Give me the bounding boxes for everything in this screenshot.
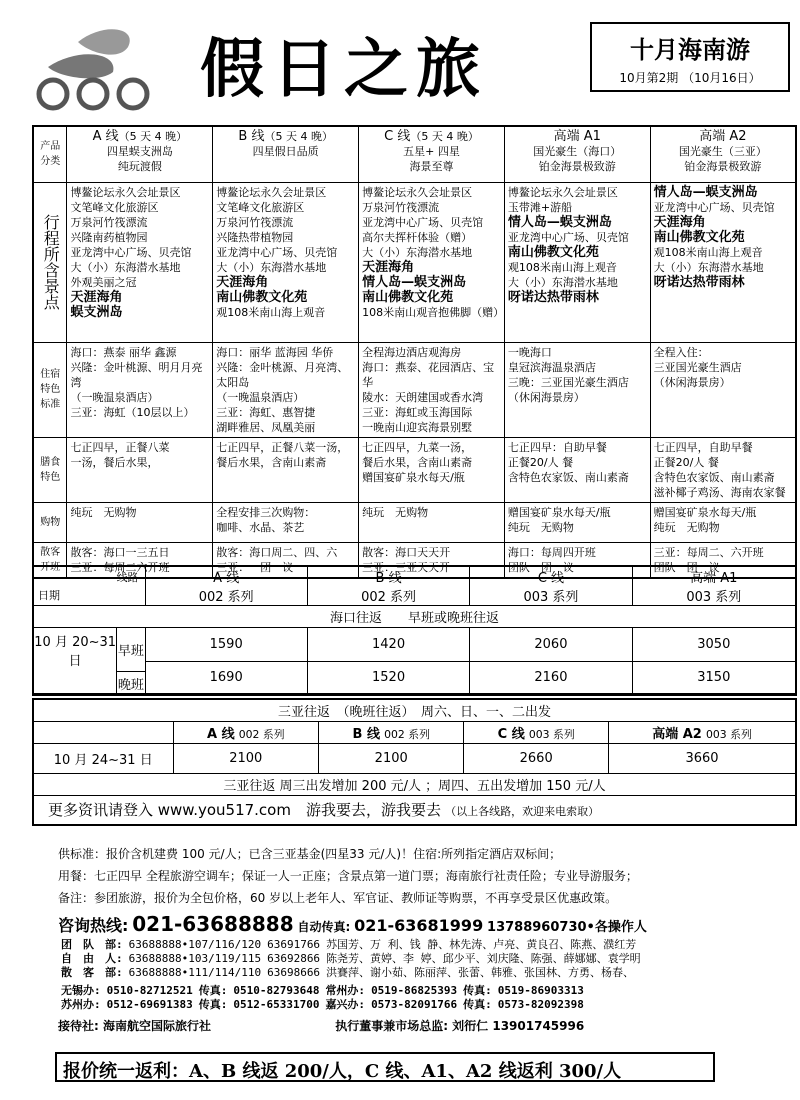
cell-line: 天涯海角: [653, 214, 706, 230]
line-header: [213, 126, 359, 182]
line-name: 高端 A2: [699, 129, 747, 144]
hotline-label: 咨询热线:: [58, 916, 129, 935]
line-days: （5 天 4 晚）: [118, 130, 188, 143]
route-date-header: [33, 566, 145, 606]
cell-line: 情人岛—蜈支洲岛: [362, 274, 467, 290]
cell-line: 博鳌论坛永久会址景区: [70, 185, 181, 199]
line-sub: 国光豪生（三亚）: [678, 145, 767, 158]
branch-cell: 0573-82091766: [371, 998, 458, 1011]
cell-line: 大（小）东海潜水基地: [70, 260, 181, 274]
cell-line: 滋补椰子鸡汤、海南农家餐: [653, 485, 786, 499]
cell-line: 一晚南山迎宾海景别墅: [362, 420, 473, 434]
cell-line: 亚龙湾中心广场、贝壳馆: [507, 230, 629, 244]
cell-line: 万泉河竹筏漂流: [362, 200, 440, 214]
contact-table: [58, 938, 644, 980]
cell-line: （一晚温泉酒店）: [70, 390, 159, 404]
product-cell: [213, 342, 359, 437]
cell-line: 七正四早，正餐八菜: [70, 440, 170, 454]
cell-line: 赠国宴矿泉水每天/瓶: [507, 505, 611, 519]
issue-date: 10月第2期 （10月16日）: [619, 71, 761, 85]
cell-line: 高尔夫挥杆体验（赠）: [362, 230, 473, 244]
cell-line: 三亚：每周二、六开班: [653, 545, 764, 559]
cell-line: 南山佛教文化苑: [507, 244, 599, 260]
line-sub: 国光豪生（海口）: [533, 145, 622, 158]
sanya-note: 三亚往返 周三出发增加 200 元/人 ；周四、五出发增加 150 元/人: [33, 773, 796, 795]
line-days: （5 天 4 晚）: [264, 130, 333, 143]
contact-cell: 陈尧芳、黄婷、李 婷、邱少平、刘庆隆、陈强、薛娜娜、袁学明: [326, 952, 641, 965]
cell-line: 皇冠滨海温泉酒店: [507, 360, 596, 374]
head-line: A 线: [207, 726, 235, 742]
mobile: 13788960730•各操作人: [487, 920, 647, 935]
cell-line: （休闲海景房）: [507, 390, 585, 404]
price-cell: 3050: [632, 628, 796, 662]
head-line: C 线: [537, 571, 565, 586]
cell-line: 博鳌论坛永久会址景区: [216, 185, 327, 199]
cell-line: 亚龙湾中心广场、贝壳馆: [216, 245, 338, 259]
contact-cell: 自 由 人:: [61, 952, 123, 965]
branch-table: [58, 984, 587, 1012]
branch-cell: 嘉兴办:: [325, 998, 366, 1011]
head-series: 003 系列: [528, 727, 575, 741]
agency-label: 接待社:: [58, 1019, 99, 1033]
cell-line: 散客：海口周二、四、六: [216, 545, 338, 559]
product-cell: [650, 182, 796, 342]
cell-line: 全程海边酒店观海房: [362, 345, 462, 359]
price-cell: 1520: [307, 661, 469, 695]
cell-line: 三亚：海虹或玉海国际: [362, 405, 473, 419]
branch-cell: 无锡办:: [61, 984, 101, 997]
fax-label: 自动传真:: [297, 920, 351, 934]
line-sub: 四星蜈支洲岛: [106, 145, 173, 158]
cell-line: 海口：燕泰 丽华 鑫源: [70, 345, 177, 359]
cell-line: 大（小）东海潜水基地: [653, 260, 764, 274]
product-cell: [213, 437, 359, 502]
info-line: 供标准：报价含机建费 100 元/人；已含三亚基金(四星33 元/人)！住宿:所列指定酒店双标间；: [58, 847, 562, 861]
contact-cell: 63688888•111/114/110: [128, 966, 262, 979]
head-series: 002 系列: [361, 590, 417, 605]
branch-cell: 0512-69691383: [106, 998, 193, 1011]
cell-line: 亚龙湾中心广场、贝壳馆: [70, 245, 192, 259]
cell-line: 天涯海角: [70, 289, 123, 305]
cell-line: 观108米南山海上观音: [216, 305, 326, 319]
head-series: 002 系列: [198, 590, 254, 605]
product-cell: [504, 437, 650, 502]
cell-line: 大（小）东海潜水基地: [507, 275, 618, 289]
meal-label: 膳食特色: [33, 437, 67, 502]
cell-line: 蜈支洲岛: [70, 304, 123, 320]
cell-line: 观108米南山海上观音: [507, 260, 617, 274]
spots-label: 行程所含景点: [33, 182, 67, 342]
cell-line: 三亚：每周二六开班: [70, 560, 170, 574]
cell-line: 赠国宴矿泉水每天/瓶: [362, 470, 465, 484]
price-cell: 2160: [470, 661, 632, 695]
cell-line: 亚龙湾中心广场、贝壳馆: [653, 200, 775, 214]
line-header: [359, 126, 505, 182]
route-label: 线路: [116, 571, 139, 584]
branch-cell: 0519-86903313: [497, 984, 584, 997]
contact-cell: 团 队 部:: [61, 938, 123, 951]
row-label-late: 晚班: [117, 677, 144, 693]
product-cell: [650, 502, 796, 542]
branch-cell: 0512-65331700: [233, 998, 320, 1011]
cell-line: 三亚国光豪生酒店: [653, 360, 742, 374]
head-series: 003 系列: [706, 727, 752, 741]
line-sub: 四星假日品质: [252, 145, 319, 158]
cell-line: 七正四早，九菜一汤，: [362, 440, 473, 454]
product-cell: [650, 437, 796, 502]
cell-line: 万泉河竹筏漂流: [70, 215, 148, 229]
cell-line: 一汤，餐后水果，: [70, 455, 159, 469]
cell-line: 纯玩 无购物: [70, 505, 137, 519]
branch-cell: 0510-82712521: [106, 984, 193, 997]
cell-line: 亚龙湾中心广场、贝壳馆: [362, 215, 484, 229]
line-name: B 线: [238, 129, 265, 144]
agency-name: 海南航空国际旅行社: [103, 1019, 212, 1033]
branch-cell: 0510-82793648: [233, 984, 320, 997]
info-block: [58, 843, 793, 909]
contact-cell: 63688888•103/119/115: [128, 952, 262, 965]
cell-line: 含特色农家饭、南山素斋: [507, 470, 629, 484]
head-series: 002 系列: [238, 727, 285, 741]
price-cell: 2100: [319, 743, 464, 773]
cell-line: 三亚：三亚天天开: [362, 560, 451, 574]
line-sub2: 铂金海景极致游: [538, 160, 616, 173]
haikou-banner: 海口往返 早班或晚班往返: [33, 606, 796, 628]
price-cell: 1420: [307, 628, 469, 662]
product-cell: [67, 437, 213, 502]
product-cell: [504, 182, 650, 342]
agency: [58, 1017, 798, 1034]
product-cell: [359, 182, 505, 342]
line-sub2: 纯玩渡假: [117, 160, 162, 173]
cell-line: 七正四早，自助早餐: [653, 440, 753, 454]
cell-line: 赠国宴矿泉水每天/瓶: [653, 505, 757, 519]
cell-line: 情人岛—蜈支洲岛: [653, 184, 758, 200]
cell-line: 外观美丽之冠: [70, 275, 137, 289]
contact-cell: 63692866: [267, 952, 321, 965]
product-table: [32, 125, 797, 579]
issue-title: 十月海南游: [630, 35, 750, 64]
cell-line: 三亚：海虹（10层以上）: [70, 405, 195, 419]
line-name: A 线: [92, 129, 119, 144]
issue-box: [590, 22, 790, 92]
cell-line: 大（小）东海潜水基地: [362, 245, 473, 259]
info-line: 用餐：七正四早 全程旅游空调车；保证一人一正座；含景点第一道门票；海南旅行社责任险；专业导游服务；: [58, 869, 638, 883]
product-cell: [504, 502, 650, 542]
branch-cell: 0519-86825393: [371, 984, 458, 997]
date-label: 日期: [38, 589, 60, 602]
cell-line: 兴隆南药植物园: [70, 230, 148, 244]
contact-cell: 63688888•107/116/120: [128, 938, 262, 951]
product-cell: [359, 342, 505, 437]
price-head-a: [145, 566, 307, 606]
line-header: [67, 126, 213, 182]
sanya-banner: 三亚往返 （晚班往返） 周六、日、一、二出发: [33, 699, 796, 721]
cell-line: 文笔峰文化旅游区: [70, 200, 159, 214]
fax-number: 021-63681999: [354, 916, 484, 935]
price-cell: 2100: [173, 743, 319, 773]
product-cell: [67, 502, 213, 542]
divider: [32, 693, 797, 696]
head-series: 002 系列: [384, 727, 430, 741]
price-cell: 2060: [470, 628, 632, 662]
departure-label: 散客开班: [33, 542, 67, 578]
head-line: B 线: [352, 726, 380, 742]
product-cell: [213, 502, 359, 542]
branch-cell: 常州办:: [325, 984, 366, 997]
cell-line: 全程安排三次购物：: [216, 505, 316, 519]
cell-line: 三亚：海虹、惠智捷: [216, 405, 316, 419]
head-series: 003 系列: [686, 590, 742, 605]
cell-line: 兴隆热带植物园: [216, 230, 294, 244]
cell-line: 大（小）东海潜水基地: [216, 260, 327, 274]
cell-line: 餐后水果，含南山素斋: [216, 455, 327, 469]
shop-label: 购物: [33, 502, 67, 542]
sanya-head-b: [319, 721, 464, 743]
price-cell: 2660: [464, 743, 609, 773]
branch-cell: 苏州办:: [61, 998, 101, 1011]
contact-cell: 63691766: [267, 938, 321, 951]
product-cell: [359, 437, 505, 502]
cell-line: 情人岛—蜈支洲岛: [507, 214, 612, 230]
more-note: （以上各线路，欢迎来电索取）: [445, 805, 600, 819]
line-header: [650, 126, 796, 182]
cell-line: 团队一团一议: [653, 560, 720, 574]
cell-line: 呀诺达热带雨林: [507, 289, 599, 305]
product-cell: [67, 182, 213, 342]
cell-line: 玉带滩+游船: [507, 200, 573, 214]
cell-line: 七正四早，正餐八菜一汤，: [216, 440, 349, 454]
price-cell: 1690: [145, 661, 307, 695]
price-table-haikou: [32, 565, 797, 696]
branch-cell: 传真:: [463, 984, 492, 997]
branch-cell: 0573-82092398: [497, 998, 584, 1011]
cell-line: 天涯海角: [362, 259, 415, 275]
head-line: 高端 A1: [690, 571, 738, 586]
cell-line: 散客：海口天天开: [362, 545, 451, 559]
head-line: B 线: [375, 571, 402, 586]
cell-line: 海口：燕泰、花园酒店、宝华: [362, 360, 495, 389]
price-cell: 3660: [608, 743, 796, 773]
cell-line: 108米南山观音抱佛脚（赠）: [362, 305, 505, 319]
row-label-early: 早班: [117, 628, 145, 672]
hotel-label: 住宿特色标准: [33, 342, 67, 437]
head-series: 003 系列: [523, 590, 579, 605]
line-name: 高端 A1: [553, 129, 601, 144]
info-line: 备注：参团旅游，报价为全包价格，60 岁以上老年人、军官证、教师证等购票，不再享受景区优惠政策。: [58, 891, 618, 905]
head-line: 高端 A2: [652, 726, 702, 742]
cell-line: 七正四早：自助早餐: [507, 440, 607, 454]
product-cell: [67, 342, 213, 437]
category-label: 产品分类: [33, 126, 67, 182]
cell-line: 兴隆：金叶桃源、明月月亮湾: [70, 360, 203, 389]
contact-cell: 苏国芳、万 利、钱 静、林先涛、卢亮、黄良召、陈燕、濮红芳: [326, 938, 637, 951]
cell-line: 一晚海口: [507, 345, 552, 359]
product-cell: [359, 502, 505, 542]
agency-director: 执行董事兼市场总监: 刘衎仁 13901745996: [335, 1019, 585, 1033]
cell-line: 湖畔雅居、凤凰美丽: [216, 420, 316, 434]
price-head-a1: [632, 566, 796, 606]
cell-line: 兴隆：金叶桃源、月亮湾、太阳岛: [216, 360, 349, 389]
more-text: 更多资讯请登入 www.you517.com 游我要去，游我要去: [48, 801, 441, 820]
head-line: C 线: [497, 726, 525, 742]
line-sub: 五星+ 四星: [403, 145, 460, 158]
cell-line: 海口：丽华 蓝海园 华侨: [216, 345, 334, 359]
price-head-b: [307, 566, 469, 606]
product-cell: [213, 182, 359, 342]
cell-line: 餐后水果，含南山素斋: [362, 455, 473, 469]
cell-line: 纯玩 无购物: [653, 520, 720, 534]
price-cell: 3150: [632, 661, 796, 695]
cell-line: 文笔峰文化旅游区: [216, 200, 305, 214]
line-sub2: 海景至尊: [409, 160, 454, 173]
cell-line: 全程入住：: [653, 345, 709, 359]
rebate-footer: 报价统一返利：A、B 线返 200/人，C 线、A1、A2 线返利 300/人: [55, 1052, 715, 1082]
branch-cell: 传真:: [198, 984, 228, 997]
cell-line: 陵水：天朗建国或香水湾: [362, 390, 484, 404]
price-table-sanya: [32, 698, 797, 826]
cell-line: 含特色农家饭、南山素斋: [653, 470, 775, 484]
haikou-date-text: 10 月 20~31 日: [34, 628, 117, 672]
cell-line: 博鳌论坛永久会址景区: [507, 185, 618, 199]
cell-line: 团队一团一议: [507, 560, 574, 574]
cell-line: 呀诺达热带雨林: [653, 274, 745, 290]
head-line: A 线: [213, 571, 240, 586]
cell-line: 三晚：三亚国光豪生酒店: [507, 375, 629, 389]
cell-line: 纯玩 无购物: [362, 505, 429, 519]
product-cell: [650, 342, 796, 437]
logo: [18, 12, 178, 112]
product-cell: [504, 342, 650, 437]
contact-cell: 洪賽萍、谢小茹、陈丽萍、张蕾、韩雅、张国林、方勇、杨春、: [326, 966, 635, 979]
cell-line: 博鳌论坛永久会址景区: [362, 185, 473, 199]
sanya-head-c: [464, 721, 609, 743]
line-name: C 线: [384, 129, 411, 144]
sanya-date: 10 月 24~31 日: [33, 743, 173, 773]
line-header: [504, 126, 650, 182]
cell-line: （休闲海景房）: [653, 375, 731, 389]
more-info: [33, 795, 796, 825]
price-head-c: [470, 566, 632, 606]
hotline: [58, 912, 798, 936]
line-days: （5 天 4 晚）: [410, 130, 479, 143]
line-sub2: 铂金海景极致游: [684, 160, 762, 173]
cell-line: 观108米南山海上观音: [653, 245, 763, 259]
contact-cell: 散 客 部:: [61, 966, 123, 979]
cell-line: 南山佛教文化苑: [362, 289, 454, 305]
hotline-number[interactable]: 021-63688888: [132, 912, 294, 936]
cell-line: 南山佛教文化苑: [653, 229, 745, 245]
cell-line: 万泉河竹筏漂流: [216, 215, 294, 229]
cell-line: 三亚：一团一议: [216, 560, 294, 574]
page-title: 假日之旅: [200, 32, 488, 107]
contact-cell: 63698666: [267, 966, 321, 979]
cell-line: 纯玩 无购物: [507, 520, 574, 534]
branch-cell: 传真:: [198, 998, 228, 1011]
cell-line: 正餐20/人 餐: [653, 455, 719, 469]
haikou-date: [33, 628, 145, 696]
cell-line: 散客：海口一三五日: [70, 545, 170, 559]
cell-line: 咖啡、水晶、茶艺: [216, 520, 305, 534]
cell-line: 南山佛教文化苑: [216, 289, 308, 305]
branch-cell: 传真:: [463, 998, 492, 1011]
cell-line: 天涯海角: [216, 274, 269, 290]
price-cell: 1590: [145, 628, 307, 662]
cell-line: （一晚温泉酒店）: [216, 390, 305, 404]
sanya-head-a: [173, 721, 319, 743]
sanya-head-a2: [608, 721, 796, 743]
cell-line: 正餐20/人 餐: [507, 455, 574, 469]
cell-line: 海口：每周四开班: [507, 545, 596, 559]
